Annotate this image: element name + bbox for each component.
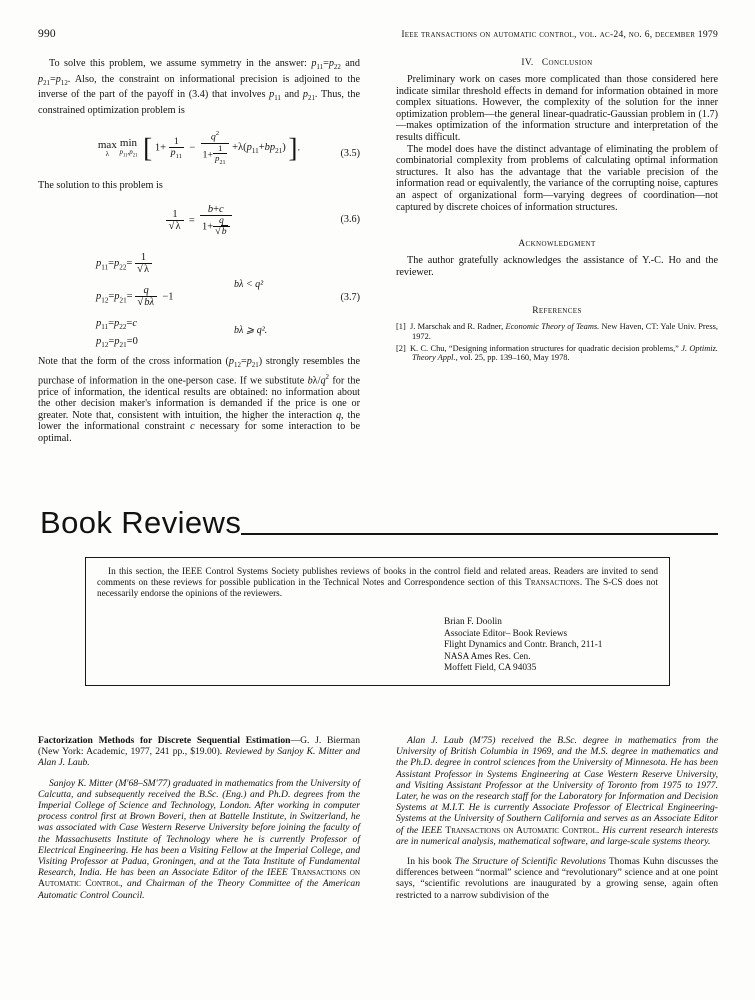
review-column-left — [38, 735, 360, 901]
reference-number: [1] — [396, 322, 406, 332]
reference-publisher: , vol. 25, pp. 139–160, May 1978. — [455, 353, 570, 363]
max-operator: max λ — [97, 138, 117, 158]
paragraph-acknowledgment: The author gratefully acknowledges the assistance of Y.-C. Ho and the reviewer. — [396, 255, 718, 278]
journal-reference: ieee transactions on automatic control, vol. ac-24, no. 6, december 1979 — [401, 29, 718, 40]
reference-item — [396, 344, 718, 363]
equation-3-7: $p_{11}=p_{22}=$ $\frac{1}{√\lambda}$ $p_{12}=p_{21}=$ $\frac{q}{√b\lambda}$ −1 $p_{11}=p_{22}=c$ $p_{12}=p_{21}=0$ bλ < q² bλ ⩾ q². (3.7) — [96, 251, 360, 350]
section-heading-acknowledgment: Acknowledgment — [518, 239, 596, 250]
bio-tail: His current research interests are in numerical analysis, mathematical software, and large-scale systems theory. — [396, 824, 719, 847]
section-number: IV. — [521, 58, 534, 68]
editor-role: Associate Editor– Book Reviews — [444, 628, 568, 639]
reviewer-bio-laub — [396, 735, 718, 847]
article-columns — [38, 58, 718, 458]
paragraph-symmetry: To solve this problem, we assume symmetry in the answer: $p_{11}=p_{22}$ and $p_{21}=p_{12}$. Also, the constraint on informational precision is adjoined to the inverse of the part of the payoff in (3.4) that involves $p_{11}$ and $p_{21}$. Thus, the constrained optimization problem is — [38, 58, 360, 116]
reference-item — [396, 322, 718, 341]
min-operator: min $p_{11},p_{21}$ — [119, 136, 138, 159]
spacer — [38, 769, 360, 778]
spacer — [396, 847, 718, 856]
editor-address: Moffett Field, CA 94035 — [444, 663, 537, 674]
editor-organization: NASA Ames Res. Cen. — [444, 651, 531, 662]
masthead-rule — [241, 533, 718, 535]
paragraph-conclusion-1: Preliminary work on cases more complicated than those considered here indicate similar threshold effects in demand for information obtained in more complex situations. However, the complexity of the solution for the inner optimization problem—the general linear-quadratic-Gaussian problem in (1.7)—makes optimization of the information structure and interpretation of the results difficult. — [396, 74, 718, 143]
transactions-word: Transactions — [525, 578, 580, 588]
book-reviews-title: Book Reviews — [40, 505, 242, 540]
review-title-bold: Factorization Methods for Discrete Sequential Estimation — [38, 735, 291, 746]
bio-tail: and Chairman of the Theory Committee of the American Automatic Control Council. — [38, 878, 360, 901]
paragraph-solution-lead: The solution to this problem is — [38, 179, 163, 191]
equation-number-3-5: (3.5) — [340, 148, 360, 160]
reference-authors: J. Marschak and R. Radner, — [410, 322, 506, 332]
review-body-paragraph — [396, 856, 718, 901]
page-folio: 990 — [38, 28, 56, 40]
reference-publisher: New Haven, CT: Yale Univ. Press, 1972. — [412, 322, 718, 342]
book-reviews-masthead — [40, 494, 718, 540]
review-reviewers: Reviewed by Sanjoy K. Mitter and Alan J. Laub. — [38, 746, 360, 769]
section-title: Conclusion — [541, 58, 593, 68]
review-book-title — [38, 735, 360, 769]
editorial-note-text — [97, 567, 658, 600]
reference-title: J. Optimiz. Theory Appl. — [412, 343, 718, 363]
editor-name: Brian F. Doolin — [444, 617, 502, 627]
reviewer-bio-mitter — [38, 778, 360, 901]
bio-text: Sanjoy K. Mitter (M'68–SM'77) graduated in mathematics from the University of Calcutta, and subsequently received the B.Sc. (Eng.) and Ph.D. degrees from the Imperial College of Science and Technology, London. After working in computer process control first at Brown Boveri, then at Battelle Institute, in Switzerland, he was associated with Case Western Reserve University before joining the faculty of the Massachusetts Institute of Technology where he is currently Professor of Electrical Engineering. He has been a Visiting Fellow at the Imperial College, and Visiting Professor at Padua, Groningen, and at the Tata Institute of Fundamental Research, India. He has been an Associate Editor of the IEEE — [38, 777, 360, 879]
review-text-b: Thomas Kuhn discusses the differences between “normal” science and “revolutionary” science and at one point says, “scientific revolutions are inaugurated by a growing sense, again often restricted to a narrow subdivision of the — [396, 856, 718, 901]
equation-3-6: $\frac{1}{√\lambda}$ = b+c 1+ $\frac{q}{√b}$ (3.6) — [168, 204, 360, 238]
paragraph-conclusion-2: The model does have the distinct advantage of eliminating the problem of combinatorial complexity from problems of calculating optimal information structures. It also has the advantage that the variable precision of the information read or equivalently, the variance of the corrupting noise, captures an aspect of organizational form—varying degrees of coordination—not captured by discrete choices of information structures. — [396, 143, 718, 213]
paragraph-cross-information: Note that the form of the cross information $(p_{12}=p_{21})$ strongly resembles the purchase of information in the one-person case. If we substitute $b\lambda/q^2$ for the price of information, the identical results are obtained: no information about the other decision maker's information is demanded if the price is one or greater. Note that, consistent with intuition, the higher the interaction q, the lower the informational constraint c necessary for some interaction to be optimal. — [38, 355, 361, 444]
review-cited-book: The Structure of Scientific Revolutions — [454, 856, 606, 868]
equation-3-5: max λ min $p_{11},p_{21}$ [ 1+ $\frac{1}{p_{11}}$ − $q^2$ 1+ $\frac{1}{p_{21}}$ $+\lambda(p_{11}+bp_{21})$ ]. (3.5) — [97, 130, 360, 167]
review-column-right — [396, 735, 718, 901]
bio-text: Alan J. Laub (M'75) received the B.Sc. degree in mathematics from the University of British Columbia in 1969, and the M.S. degree in mathematics and the Ph.D. degree in control sciences from the University of Minnesota. He has been Assistant Professor in Systems Engineering at Case Western Reserve University, and Visiting Assistant Professor at the University of Toronto from 1975 to 1977. Later, he was on the research staff for the Laboratory for Information and Decision Systems at M.I.T. He is currently Associate Professor of Electrical Engineering-Systems at the University of Southern California and serves as an Associate Editor of the IEEE — [396, 735, 718, 836]
running-head — [38, 28, 718, 40]
editorial-note-part-a: In this section, the IEEE Control Systems Society publishes reviews of books in the control field and related areas. Readers are invited to send comments on these reviews for possible publication in the Technical Notes and Correspondence section of this — [97, 567, 658, 588]
review-text-a: In his book — [407, 856, 455, 868]
equation-number-3-6: (3.6) — [340, 214, 360, 226]
section-heading-references: References — [532, 306, 582, 317]
editor-branch: Flight Dynamics and Contr. Branch, 211-1 — [444, 640, 603, 651]
reference-authors: K. C. Chu, “Designing information structures for quadratic decision problems,” — [410, 343, 682, 353]
article-column-right — [396, 58, 718, 365]
article-column-left — [38, 58, 360, 445]
bio-transactions: Transactions on Automatic Control, — [38, 867, 360, 890]
editor-signature-block — [444, 617, 658, 675]
bio-transactions: Transactions on Automatic Control. — [445, 824, 600, 836]
equation-case-2: bλ ⩾ q². — [234, 324, 268, 336]
review-title-publication: —G. J. Bierman (New York: Academic, 1977, 241 pp., $19.00). — [38, 735, 360, 758]
reference-number: [2] — [396, 343, 406, 353]
editorial-note-part-b: . The S-CS does not necessarily endorse the opinions of the reviewers. — [97, 578, 659, 599]
section-heading-conclusion — [396, 58, 718, 68]
review-columns — [38, 735, 718, 995]
equation-number-3-7: (3.7) — [340, 291, 360, 303]
equation-case-1: bλ < q² — [234, 278, 264, 290]
editorial-note-box — [85, 557, 670, 686]
reference-list — [396, 322, 718, 363]
reference-title: Economic Theory of Teams. — [505, 322, 600, 332]
